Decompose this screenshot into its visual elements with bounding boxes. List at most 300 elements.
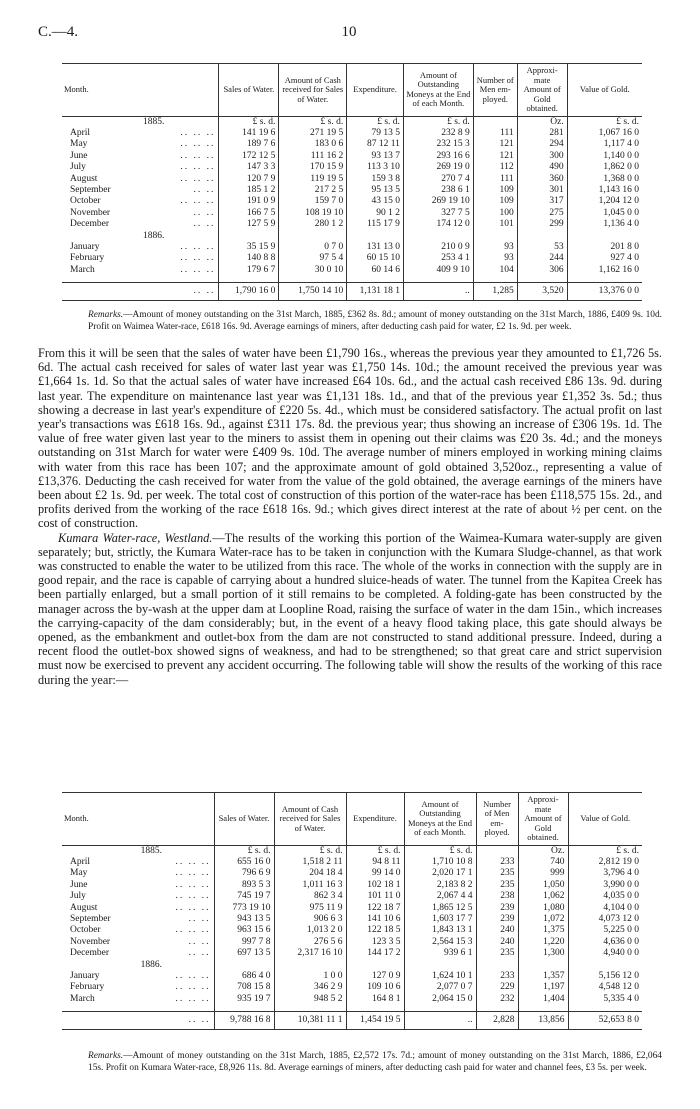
expenditure-header: Expenditure. (346, 793, 404, 846)
cash-cell: 271 19 5 (279, 128, 347, 139)
cash-cell: 906 6 3 (274, 914, 346, 925)
outstanding-header: Amount of Outstanding Moneys at the End of each Month. (404, 793, 476, 846)
month-cell (62, 868, 214, 879)
men-cell: 235 (476, 868, 518, 879)
expenditure-cell: 115 17 9 (347, 219, 404, 230)
cash-cell: 1,750 14 10 (279, 282, 347, 300)
month-cell (62, 994, 214, 1005)
unit-label: £ s. d. (568, 845, 642, 857)
sales-cell: 191 0 9 (219, 196, 279, 207)
totals-row (62, 1011, 642, 1029)
gold-obtained-header: Approxi-mate Amount of Gold obtained. (518, 793, 568, 846)
men-cell: 93 (473, 253, 517, 264)
month-name: August (70, 902, 98, 913)
empty-cell (473, 116, 517, 128)
value-cell: 4,548 12 0 (568, 982, 642, 993)
expenditure-cell: 141 10 6 (346, 914, 404, 925)
month-name: November (70, 207, 111, 218)
table-row (62, 994, 642, 1005)
remarks-waimea (38, 310, 662, 333)
year-label: 1885. (140, 845, 162, 856)
table-row (62, 265, 642, 276)
men-cell: 112 (473, 162, 517, 173)
sales-cell: 697 13 5 (214, 948, 274, 959)
outstanding-cell: .. (403, 282, 473, 300)
waimea-water-race-table (62, 63, 642, 301)
gold-cell: 1,062 (518, 891, 568, 902)
month-cell (62, 174, 219, 185)
month-cell (62, 982, 214, 993)
expenditure-cell: 1,454 19 5 (346, 1011, 404, 1029)
gold-cell: 281 (517, 128, 567, 139)
leader-dots: .. .. .. (175, 925, 211, 936)
value-cell: 1,067 16 0 (567, 128, 642, 139)
month-header: Month. (64, 813, 89, 823)
expenditure-cell: 144 17 2 (346, 948, 404, 959)
men-cell: 109 (473, 196, 517, 207)
month-name: February (70, 982, 105, 993)
month-name: October (70, 196, 101, 207)
men-cell: 240 (476, 925, 518, 936)
unit-label: £ s. d. (347, 116, 404, 128)
outstanding-cell: 1,710 10 8 (404, 857, 476, 868)
men-cell: 239 (476, 903, 518, 914)
value-cell: 52,653 8 0 (568, 1011, 642, 1029)
men-cell: 111 (473, 128, 517, 139)
men-cell: 2,828 (476, 1011, 518, 1029)
leader-dots: .. .. .. (180, 253, 216, 264)
leader-dots: .. .. .. (175, 993, 211, 1004)
sales-cell: 796 6 9 (214, 868, 274, 879)
gold-cell: 301 (517, 185, 567, 196)
month-cell (62, 948, 214, 959)
value-cell: 13,376 0 0 (567, 282, 642, 300)
outstanding-cell: 2,077 0 7 (404, 982, 476, 993)
gold-cell: 740 (518, 857, 568, 868)
expenditure-cell: 43 15 0 (347, 196, 404, 207)
cash-cell: 0 7 0 (279, 242, 347, 253)
unit-label: £ s. d. (219, 116, 279, 128)
unit-label: £ s. d. (346, 845, 404, 857)
table-row (62, 937, 642, 948)
gold-cell: 1,197 (518, 982, 568, 993)
outstanding-cell: 939 6 1 (404, 948, 476, 959)
value-cell: 3,796 4 0 (568, 868, 642, 879)
gold-cell: 1,080 (518, 903, 568, 914)
cash-cell: 183 0 6 (279, 139, 347, 150)
sales-cell: 127 5 9 (219, 219, 279, 230)
expenditure-header: Expenditure. (347, 64, 404, 117)
outstanding-cell: 2,064 15 0 (404, 994, 476, 1005)
month-name: July (70, 891, 86, 902)
outstanding-cell: 409 9 10 (403, 265, 473, 276)
men-cell: 233 (476, 971, 518, 982)
cash-cell: 10,381 11 1 (274, 1011, 346, 1029)
unit-label (568, 960, 642, 971)
expenditure-cell: 1,131 18 1 (347, 282, 404, 300)
men-cell: 239 (476, 914, 518, 925)
expenditure-cell: 99 14 0 (346, 868, 404, 879)
value-cell: 1,143 16 0 (567, 185, 642, 196)
value-cell: 4,636 0 0 (568, 937, 642, 948)
expenditure-cell: 90 1 2 (347, 208, 404, 219)
page-number: 10 (341, 24, 357, 40)
leader-dots: .. .. .. (180, 196, 216, 207)
paragraph-kumara (38, 531, 662, 687)
outstanding-cell: 293 16 6 (403, 151, 473, 162)
gold-cell: 299 (517, 219, 567, 230)
men-cell: 238 (476, 891, 518, 902)
month-cell (62, 242, 219, 253)
gold-cell: 275 (517, 208, 567, 219)
month-cell (62, 265, 219, 276)
month-cell (62, 208, 219, 219)
year-row (62, 960, 642, 971)
cash-cell: 346 2 9 (274, 982, 346, 993)
men-cell: 111 (473, 174, 517, 185)
sales-cell: 997 7 8 (214, 937, 274, 948)
outstanding-cell: 1,603 17 7 (404, 914, 476, 925)
sales-cell: 943 13 5 (214, 914, 274, 925)
gold-value-header: Value of Gold. (568, 793, 642, 846)
outstanding-cell: 210 0 9 (403, 242, 473, 253)
leader-dots: .. .. .. (180, 241, 216, 252)
table-row (62, 128, 642, 139)
unit-label (518, 960, 568, 971)
value-cell: 201 8 0 (567, 242, 642, 253)
table-row (62, 219, 642, 230)
year-row (62, 845, 642, 857)
gold-cell: 306 (517, 265, 567, 276)
men-cell: 93 (473, 242, 517, 253)
month-name: September (70, 913, 111, 924)
sales-cell: 166 7 5 (219, 208, 279, 219)
leader-dots: .. .. .. (180, 264, 216, 275)
unit-label: £ s. d. (274, 845, 346, 857)
value-cell: 2,812 19 0 (568, 857, 642, 868)
table-row (62, 982, 642, 993)
month-cell (62, 162, 219, 173)
expenditure-cell: 93 13 7 (347, 151, 404, 162)
month-name: March (70, 993, 95, 1004)
expenditure-cell: 159 3 8 (347, 174, 404, 185)
unit-label: Oz. (517, 116, 567, 128)
sales-cell: 773 19 10 (214, 903, 274, 914)
cash-header: Amount of Cash received for Sales of Water. (274, 793, 346, 846)
totals-row (62, 282, 642, 300)
expenditure-cell: 122 18 7 (346, 903, 404, 914)
unit-label (347, 231, 404, 242)
table-row (62, 185, 642, 196)
expenditure-cell: 79 13 5 (347, 128, 404, 139)
month-name: May (70, 139, 88, 150)
leader-dots: .. .. .. (175, 856, 211, 867)
men-cell: 232 (476, 994, 518, 1005)
value-cell: 1,862 0 0 (567, 162, 642, 173)
cash-cell: 217 2 5 (279, 185, 347, 196)
gold-cell: 360 (517, 174, 567, 185)
month-cell (62, 185, 219, 196)
gold-cell: 1,072 (518, 914, 568, 925)
value-cell: 1,045 0 0 (567, 208, 642, 219)
men-cell: 235 (476, 880, 518, 891)
unit-label: £ s. d. (214, 845, 274, 857)
outstanding-cell: .. (404, 1011, 476, 1029)
value-cell: 1,117 4 0 (567, 139, 642, 150)
cash-cell: 276 5 6 (274, 937, 346, 948)
sales-cell: 147 3 3 (219, 162, 279, 173)
leader-dots: .. .. (193, 219, 216, 230)
outstanding-cell: 327 7 5 (403, 208, 473, 219)
section-heading: Kumara Water-race, Westland. (58, 530, 213, 545)
gold-cell: 1,357 (518, 971, 568, 982)
outstanding-cell: 2,564 15 3 (404, 937, 476, 948)
month-name: June (70, 150, 88, 161)
cash-cell: 862 3 4 (274, 891, 346, 902)
month-name: December (70, 948, 110, 959)
men-cell: 109 (473, 185, 517, 196)
outstanding-cell: 232 8 9 (403, 128, 473, 139)
value-cell: 4,035 0 0 (568, 891, 642, 902)
unit-label (346, 960, 404, 971)
sales-cell: 1,790 16 0 (219, 282, 279, 300)
leader-dots: .. .. .. (175, 891, 211, 902)
cash-cell: 1 0 0 (274, 971, 346, 982)
men-cell: 229 (476, 982, 518, 993)
cash-cell: 170 15 9 (279, 162, 347, 173)
men-cell: 101 (473, 219, 517, 230)
gold-cell: 1,220 (518, 937, 568, 948)
gold-cell: 1,050 (518, 880, 568, 891)
unit-label (404, 960, 476, 971)
gold-cell: 1,375 (518, 925, 568, 936)
men-cell: 104 (473, 265, 517, 276)
value-cell: 1,204 12 0 (567, 196, 642, 207)
expenditure-cell: 60 14 6 (347, 265, 404, 276)
month-name: August (70, 173, 98, 184)
table-row (62, 208, 642, 219)
men-cell: 121 (473, 151, 517, 162)
year-label: 1886. (143, 230, 165, 241)
unit-label (219, 231, 279, 242)
gold-obtained-header: Approxi-mate Amount of Gold obtained. (517, 64, 567, 117)
leader-dots: .. .. (188, 936, 211, 947)
gold-cell: 1,300 (518, 948, 568, 959)
sales-cell: 935 19 7 (214, 994, 274, 1005)
gold-cell: 3,520 (517, 282, 567, 300)
leader-dots: .. .. (188, 913, 211, 924)
expenditure-cell: 102 18 1 (346, 880, 404, 891)
month-cell (62, 151, 219, 162)
cash-cell: 948 5 2 (274, 994, 346, 1005)
sales-cell: 140 8 8 (219, 253, 279, 264)
month-name: July (70, 162, 86, 173)
leader-dots: .. .. (193, 184, 216, 195)
expenditure-cell: 109 10 6 (346, 982, 404, 993)
table-row (62, 925, 642, 936)
month-header: Month. (64, 84, 89, 94)
paragraph-waimea-summary: From this it will be seen that the sales of water have been £1,790 16s., whereas the previous year they amounted to £1,726 5s. 6d. The actual cash received for sales of water last year was £1,750 14s. 10d.; the amount received the previous year was £1,664 1s. 1d. So that the actual sales of water have increased £64 10s. 6d., and the actual cash received £86 13s. 9d. during last year. The expenditure on maintenance last year was £1,131 18s. 1d., and that of the previous year £1,352 3s. 5d.; thus showing a decrease in last year's expenditure of £220 5s. 4d., which must be considered satisfactory. The actual profit on last year's transactions was £618 16s. 9d., against £311 17s. 8d. the previous year; thus showing an increase of £306 19s. 1d. The value of free water given last year to the miners to assist them in opening out their claims was £20 3s. 4d.; and the moneys outstanding on 31st March for water were £409 9s. 10d. The average number of miners employed in working mining claims with water from this race has been 107; and the approximate amount of gold obtained 3,520oz., representing a value of £13,376. Deducting the cash received for water from the value of the gold obtained, the average earnings of the miners have been about £2 1s. 9d. per week. The total cost of construction of this portion of the water-race has been £118,575 15s. 2d., and profits derived from the working of the race £618 16s. 9d.; which gives direct interest at the rate of about ½ per cent. on the cost of construction. (38, 346, 662, 531)
gold-cell: 999 (518, 868, 568, 879)
kumara-water-race-table (62, 792, 642, 1030)
sales-cell: 9,788 16 8 (214, 1011, 274, 1029)
month-cell (62, 857, 214, 868)
table-row (62, 139, 642, 150)
page-header (38, 24, 660, 44)
expenditure-cell: 60 15 10 (347, 253, 404, 264)
table-row (62, 868, 642, 879)
cash-cell: 2,317 16 10 (274, 948, 346, 959)
men-cell: 100 (473, 208, 517, 219)
remarks-text: Remarks.—Amount of money outstanding on the 31st March, 1885, £2,572 17s. 7d.; amount of money outstanding on the 31st March, 1886, £2,064 15s. Profit on Kumara Water-race, £8,926 11s. 8d. Average earnings of miners, after deducting cash paid for water and channel fees, £3 5s. per week. (88, 1051, 662, 1073)
outstanding-cell: 270 7 4 (403, 174, 473, 185)
empty-cell (476, 960, 518, 971)
sales-header: Sales of Water. (219, 64, 279, 117)
unit-label (567, 231, 642, 242)
cash-cell: 108 19 10 (279, 208, 347, 219)
sales-cell: 655 16 0 (214, 857, 274, 868)
expenditure-cell: 94 8 11 (346, 857, 404, 868)
sales-cell: 120 7 9 (219, 174, 279, 185)
men-employed-header: Number of Men em-ployed. (473, 64, 517, 117)
outstanding-cell: 269 19 0 (403, 162, 473, 173)
value-cell: 4,073 12 0 (568, 914, 642, 925)
table-row (62, 174, 642, 185)
year-label: 1885. (143, 116, 165, 127)
month-name: June (70, 879, 88, 890)
month-cell (62, 253, 219, 264)
month-cell (62, 1011, 214, 1029)
sales-cell: 708 15 8 (214, 982, 274, 993)
year-row (62, 231, 642, 242)
outstanding-header: Amount of Outstanding Moneys at the End of each Month. (403, 64, 473, 117)
outstanding-cell: 253 4 1 (403, 253, 473, 264)
table-row (62, 253, 642, 264)
unit-label (279, 231, 347, 242)
expenditure-cell: 123 3 5 (346, 937, 404, 948)
value-cell: 5,156 12 0 (568, 971, 642, 982)
value-cell: 1,162 16 0 (567, 265, 642, 276)
leader-dots: .. .. .. (180, 173, 216, 184)
men-employed-header: Number of Men em-ployed. (476, 793, 518, 846)
gold-cell: 244 (517, 253, 567, 264)
leader-dots: .. .. .. (175, 902, 211, 913)
cash-cell: 1,518 2 11 (274, 857, 346, 868)
value-cell: 1,136 4 0 (567, 219, 642, 230)
month-cell (62, 880, 214, 891)
value-cell: 5,335 4 0 (568, 994, 642, 1005)
gold-cell: 13,856 (518, 1011, 568, 1029)
unit-label: £ s. d. (403, 116, 473, 128)
month-cell (62, 971, 214, 982)
value-cell: 4,104 0 0 (568, 903, 642, 914)
value-cell: 1,368 0 0 (567, 174, 642, 185)
sales-cell: 893 5 3 (214, 880, 274, 891)
month-name: April (70, 856, 91, 867)
outstanding-cell: 232 15 3 (403, 139, 473, 150)
expenditure-cell: 164 8 1 (346, 994, 404, 1005)
table-row (62, 903, 642, 914)
leader-dots: .. .. .. (180, 162, 216, 173)
month-cell (62, 128, 219, 139)
expenditure-cell: 131 13 0 (347, 242, 404, 253)
men-cell: 240 (476, 937, 518, 948)
remarks-kumara (38, 1051, 662, 1074)
month-cell (62, 219, 219, 230)
outstanding-cell: 174 12 0 (403, 219, 473, 230)
outstanding-cell: 269 19 10 (403, 196, 473, 207)
expenditure-cell: 95 13 5 (347, 185, 404, 196)
sales-cell: 745 19 7 (214, 891, 274, 902)
empty-cell (473, 231, 517, 242)
sales-cell: 179 6 7 (219, 265, 279, 276)
gold-cell: 317 (517, 196, 567, 207)
unit-label: Oz. (518, 845, 568, 857)
outstanding-cell: 2,183 8 2 (404, 880, 476, 891)
value-cell: 4,940 0 0 (568, 948, 642, 959)
value-cell: 3,990 0 0 (568, 880, 642, 891)
table-row (62, 196, 642, 207)
remarks-text: Remarks.—Amount of money outstanding on the 31st March, 1885, £362 8s. 8d.; amount of money outstanding on the 31st March, 1886, £409 9s. 10d. Profit on Waimea Water-race, £618 16s. 9d. Average earnings of miners, after deducting cash paid for water, £2 1s. 9d. per week. (88, 310, 662, 332)
value-cell: 5,225 0 0 (568, 925, 642, 936)
cash-cell: 30 0 10 (279, 265, 347, 276)
men-cell: 121 (473, 139, 517, 150)
month-cell (62, 282, 219, 300)
sales-cell: 963 15 6 (214, 925, 274, 936)
gold-value-header: Value of Gold. (567, 64, 642, 117)
unit-label (214, 960, 274, 971)
leader-dots: .. .. .. (175, 868, 211, 879)
month-name: December (70, 219, 110, 230)
table-row (62, 162, 642, 173)
gold-cell: 490 (517, 162, 567, 173)
month-name: October (70, 925, 101, 936)
sales-cell: 686 4 0 (214, 971, 274, 982)
sales-cell: 185 1 2 (219, 185, 279, 196)
month-name: September (70, 184, 111, 195)
month-cell (62, 937, 214, 948)
document-reference: C.—4. (38, 24, 79, 40)
unit-label (517, 231, 567, 242)
gold-cell: 1,404 (518, 994, 568, 1005)
empty-cell (476, 845, 518, 857)
month-name: November (70, 936, 111, 947)
unit-label (274, 960, 346, 971)
leader-dots: .. .. .. (180, 127, 216, 138)
month-name: January (70, 970, 100, 981)
gold-cell: 300 (517, 151, 567, 162)
outstanding-cell: 1,843 13 1 (404, 925, 476, 936)
sales-cell: 35 15 9 (219, 242, 279, 253)
outstanding-cell: 2,067 4 4 (404, 891, 476, 902)
expenditure-cell: 122 18 5 (346, 925, 404, 936)
expenditure-cell: 113 3 10 (347, 162, 404, 173)
unit-label: £ s. d. (279, 116, 347, 128)
year-row (62, 116, 642, 128)
cash-cell: 111 16 2 (279, 151, 347, 162)
month-name: May (70, 868, 88, 879)
leader-dots: .. .. .. (175, 970, 211, 981)
leader-dots: .. .. .. (180, 150, 216, 161)
value-cell: 1,140 0 0 (567, 151, 642, 162)
leader-dots: .. .. (193, 285, 216, 296)
value-cell: 927 4 0 (567, 253, 642, 264)
month-cell (62, 914, 214, 925)
year-label: 1886. (140, 959, 162, 970)
sales-cell: 172 12 5 (219, 151, 279, 162)
sales-header: Sales of Water. (214, 793, 274, 846)
expenditure-cell: 101 11 0 (346, 891, 404, 902)
